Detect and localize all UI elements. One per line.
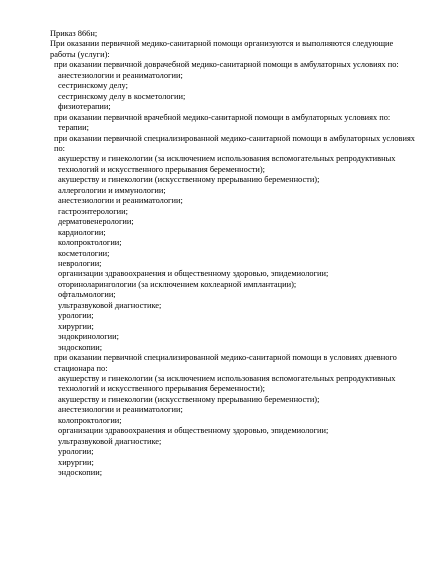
list-item: колопроктологии;: [58, 238, 122, 248]
section-doctor: [50, 113, 420, 134]
list-item: офтальмологии;: [58, 290, 116, 300]
list-item: кардиологии;: [58, 227, 106, 237]
section-prehospital: [50, 60, 420, 112]
list-item: оториноларингологии (за исключением кохлеарной имплантации);: [58, 279, 297, 289]
list-item: акушерству и гинекологии (за исключением использования вспомогательных репродуктивных технологий и искусственного прерывания беременности);: [58, 373, 396, 394]
list-item: анестезиологии и реаниматологии;: [58, 70, 183, 80]
list-item: колопроктологии;: [58, 415, 122, 425]
list-item: ультразвуковой диагностике;: [58, 436, 162, 446]
list-item: организации здравоохранения и общественному здоровью, эпидемиологии;: [58, 269, 329, 279]
section-heading: при оказании первичной специализированной медико-санитарной помощи в условиях дневного стационара по:: [54, 353, 397, 373]
section-heading: при оказании первичной доврачебной медико-санитарной помощи в амбулаторных условиях по:: [54, 60, 399, 70]
list-item: эндокринологии;: [58, 332, 119, 342]
list-item: организации здравоохранения и общественному здоровью, эпидемиологии;: [58, 426, 329, 436]
list-item: ультразвуковой диагностике;: [58, 300, 162, 310]
list-item: анестезиологии и реаниматологии;: [58, 405, 183, 415]
list-item: акушерству и гинекологии (искусственному прерыванию беременности);: [58, 175, 320, 185]
list-item: аллергологии и иммунологии;: [58, 185, 166, 195]
section-specialized-day-hospital: [50, 353, 420, 478]
list-item: эндоскопии;: [58, 342, 103, 352]
list-item: хирургии;: [58, 457, 94, 467]
list-item: терапии;: [58, 123, 89, 133]
list-item: сестринскому делу;: [58, 81, 128, 91]
list-item: неврологии;: [58, 258, 102, 268]
section-heading: при оказании первичной врачебной медико-санитарной помощи в амбулаторных условиях по:: [54, 112, 391, 122]
list-item: дерматовенерологии;: [58, 217, 134, 227]
list-item: акушерству и гинекологии (за исключением использования вспомогательных репродуктивных технологий и искусственного прерывания беременности);: [58, 154, 396, 174]
list-item: гастроэнтерологии;: [58, 206, 128, 216]
list-item: сестринскому делу в косметологии;: [58, 91, 186, 101]
list-item: хирургии;: [58, 321, 94, 331]
list-item: акушерству и гинекологии (искусственному прерыванию беременности);: [58, 394, 320, 404]
list-item: анестезиологии и реаниматологии;: [58, 196, 183, 206]
list-item: урологии;: [58, 311, 94, 321]
list-item: урологии;: [58, 447, 94, 457]
list-item: косметологии;: [58, 248, 110, 258]
document-page: [50, 29, 420, 478]
list-item: физиотерапии;: [58, 102, 111, 112]
section-specialized-outpatient: [50, 134, 420, 354]
list-item: эндоскопии;: [58, 468, 103, 478]
document-intro: При оказании первичной медико-санитарной помощи организуются и выполняются следующие работы (услуги):: [50, 39, 394, 59]
document-header: Приказ 866н;: [50, 29, 98, 38]
section-heading: при оказании первичной специализированной медико-санитарной помощи в амбулаторных условиях по:: [54, 133, 415, 153]
